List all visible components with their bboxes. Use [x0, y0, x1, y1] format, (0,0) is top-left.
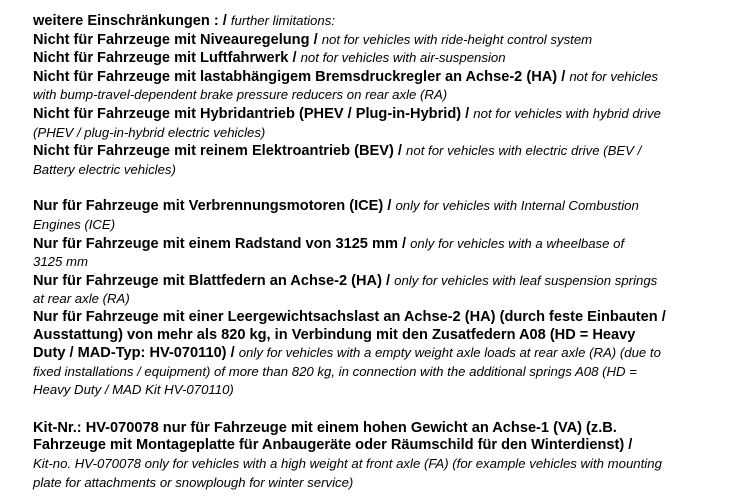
kit-english: plate for attachments or snowplough for winter service) [33, 474, 354, 490]
kit-german: Fahrzeuge mit Montageplatte für Anbaugeräte oder Räumschild für den Winterdienst) / [33, 437, 633, 454]
restriction-german: Nicht für Fahrzeuge mit Niveauregelung / [33, 31, 322, 48]
restriction-english: not for vehicles with hybrid drive [473, 105, 661, 121]
requirement-line [33, 309, 723, 327]
requirement-english: only for vehicles with leaf suspension springs [394, 272, 658, 288]
requirement-line-continued [33, 216, 723, 235]
requirement-line [33, 272, 723, 291]
requirement-english-continued: Heavy Duty / MAD Kit HV-070110) [33, 382, 234, 398]
restriction-line-continued [33, 124, 723, 143]
requirement-english-continued: at rear axle (RA) [33, 291, 130, 307]
requirement-english-continued: 3125 mm [33, 254, 88, 270]
kit-german: Kit-Nr.: HV-070078 nur für Fahrzeuge mit einem hohen Gewicht an Achse-1 (VA) (z.B. [33, 419, 617, 436]
requirement-line-continued [33, 327, 723, 345]
restriction-line [33, 142, 723, 161]
kit-line [33, 420, 723, 438]
restriction-german: Nicht für Fahrzeuge mit Hybridantrieb (PHEV / Plug-in-Hybrid) / [33, 105, 474, 122]
limitations-section-2 [33, 197, 723, 400]
requirement-german-continued: Duty / MAD-Typ: HV-070110) / [33, 345, 239, 362]
requirement-line-continued [33, 363, 723, 382]
requirement-line [33, 235, 723, 254]
requirement-english: only for vehicles with a wheelbase of [410, 235, 625, 251]
requirement-english-continued: fixed installations / equipment) of more than 820 kg, in connection with the additional springs A08 (HD = [33, 363, 637, 379]
kit-line [33, 437, 723, 455]
kit-line [33, 474, 723, 493]
heading-german: weitere Einschränkungen : / [33, 13, 231, 29]
restriction-german: Nicht für Fahrzeuge mit Luftfahrwerk / [33, 50, 301, 67]
restriction-english-continued: (PHEV / plug-in-hybrid electric vehicles) [33, 124, 266, 140]
requirement-german-continued: Ausstattung) von mehr als 820 kg, in Verbindung mit den Zusatfedern A08 (HD = Heavy [33, 326, 636, 343]
paragraph-spacer [33, 179, 723, 197]
kit-section [33, 420, 723, 492]
heading-english: further limitations: [230, 13, 335, 28]
kit-english: Kit-no. HV-070078 only for vehicles with a high weight at front axle (FA) (for example vehicles with mounting [33, 456, 662, 472]
restriction-line [33, 31, 723, 50]
limitations-heading [33, 12, 723, 31]
requirement-line-continued [33, 344, 723, 363]
requirement-line-continued [33, 253, 723, 272]
requirement-german: Nur für Fahrzeuge mit Verbrennungsmotoren (ICE) / [33, 198, 396, 215]
document-body [33, 12, 723, 492]
limitations-section-1 [33, 12, 723, 179]
requirement-english-continued: Engines (ICE) [33, 216, 116, 232]
restriction-english: not for vehicles [569, 68, 659, 84]
restriction-english: not for vehicles with air-suspension [300, 50, 506, 66]
restriction-line [33, 68, 723, 87]
restriction-line [33, 49, 723, 68]
requirement-german: Nur für Fahrzeuge mit Blattfedern an Achse-2 (HA) / [33, 272, 395, 289]
restriction-german: Nicht für Fahrzeuge mit lastabhängigem Bremsdruckregler an Achse-2 (HA) / [33, 68, 570, 85]
requirement-line-continued [33, 381, 723, 400]
restriction-english-continued: with bump-travel-dependent brake pressure reducers on rear axle (RA) [33, 87, 448, 103]
restriction-line-continued [33, 86, 723, 105]
requirement-line [33, 197, 723, 216]
restriction-line [33, 105, 723, 124]
restriction-english: not for vehicles with ride-height control system [321, 31, 593, 47]
requirement-german: Nur für Fahrzeuge mit einer Leergewichtsachslast an Achse-2 (HA) (durch feste Einbauten / [33, 308, 666, 325]
restriction-english-continued: Battery electric vehicles) [33, 161, 176, 177]
requirement-line-continued [33, 290, 723, 309]
requirement-german: Nur für Fahrzeuge mit einem Radstand von 3125 mm / [33, 235, 411, 252]
restriction-german: Nicht für Fahrzeuge mit reinem Elektroantrieb (BEV) / [33, 143, 407, 160]
paragraph-spacer [33, 400, 723, 420]
requirement-english: only for vehicles with a empty weight axle loads at rear axle (RA) (due to [238, 345, 661, 361]
restriction-line-continued [33, 161, 723, 180]
requirement-english: only for vehicles with Internal Combustion [395, 198, 639, 214]
kit-line [33, 455, 723, 474]
restriction-english: not for vehicles with electric drive (BEV / [406, 143, 642, 159]
